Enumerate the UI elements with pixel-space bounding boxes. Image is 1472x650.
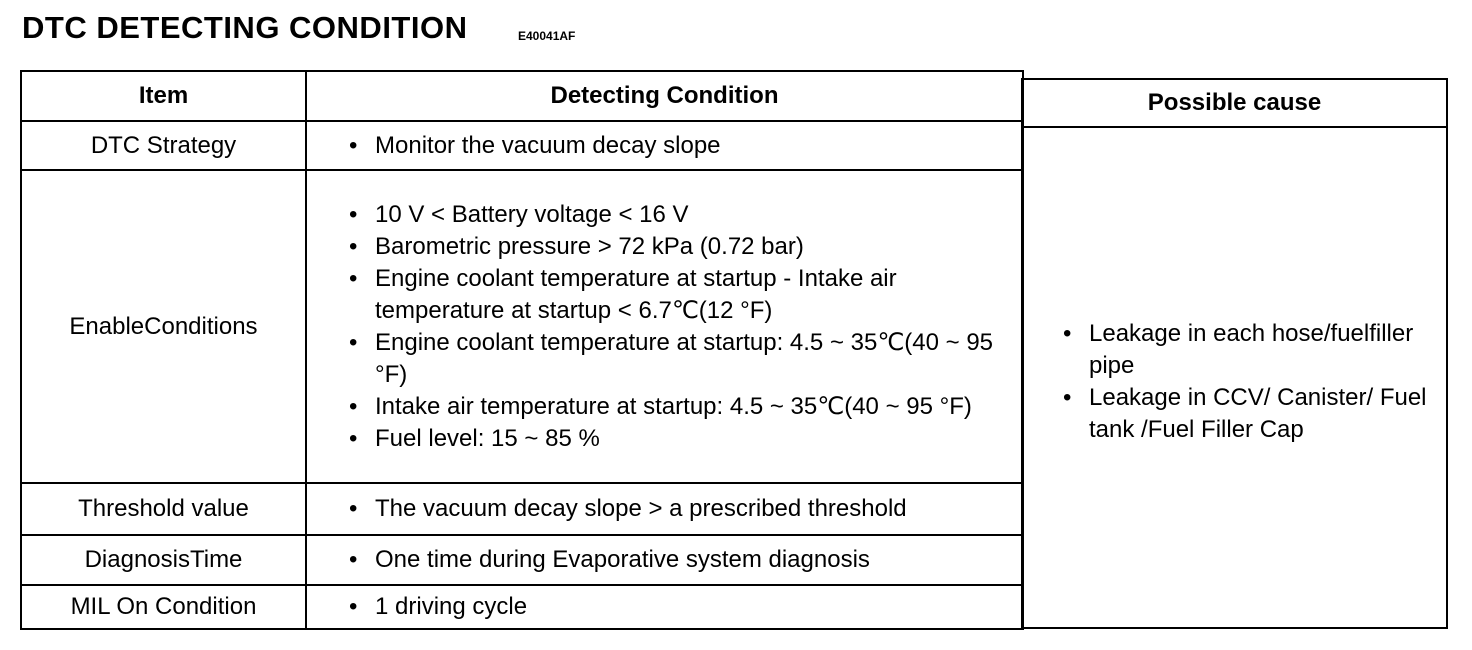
row-item-label: EnableConditions [21, 170, 306, 483]
row-condition [306, 585, 1023, 629]
condition-bullet: • Monitor the vacuum decay slope [347, 130, 1022, 162]
header-detecting-condition: Detecting Condition [306, 71, 1023, 121]
row-condition [306, 121, 1023, 170]
header-item: Item [21, 71, 306, 121]
cause-bullet: • Leakage in CCV/ Canister/ Fuel tank /Fuel Filler Cap [1061, 382, 1441, 446]
condition-bullet: • Intake air temperature at startup: 4.5 ~ 35℃(40 ~ 95 °F) [347, 391, 1022, 423]
table-row [21, 170, 1023, 483]
row-item-label: Threshold value [21, 483, 306, 535]
table-row [21, 121, 1023, 170]
condition-bullet: • Fuel level: 15 ~ 85 % [347, 423, 1022, 455]
header-possible-cause: Possible cause [1023, 80, 1446, 128]
condition-bullet: • 10 V < Battery voltage < 16 V [347, 199, 1022, 231]
table-row [21, 483, 1023, 535]
condition-bullet: • The vacuum decay slope > a prescribed threshold [347, 493, 1022, 525]
condition-bullet: • 1 driving cycle [347, 591, 1022, 623]
row-item-label: MIL On Condition [21, 585, 306, 629]
condition-bullet: • Barometric pressure > 72 kPa (0.72 bar) [347, 231, 1022, 263]
condition-bullet: • One time during Evaporative system diagnosis [347, 544, 1022, 576]
row-item-label: DiagnosisTime [21, 535, 306, 585]
detecting-condition-table [20, 70, 1024, 630]
condition-bullet: • Engine coolant temperature at startup: 4.5 ~ 35℃(40 ~ 95 °F) [347, 327, 1022, 391]
row-condition [306, 170, 1023, 483]
possible-cause-list [1061, 318, 1441, 446]
table-row [21, 535, 1023, 585]
possible-cause-column [1021, 78, 1448, 629]
table-header-row [21, 71, 1023, 121]
table-row [21, 585, 1023, 629]
row-item-label: DTC Strategy [21, 121, 306, 170]
document-code: E40041AF [518, 29, 576, 43]
cause-bullet: • Leakage in each hose/fuelfiller pipe [1061, 318, 1441, 382]
page-title: DTC DETECTING CONDITION [22, 10, 468, 45]
row-condition [306, 535, 1023, 585]
row-condition [306, 483, 1023, 535]
condition-bullet: • Engine coolant temperature at startup - Intake air temperature at startup < 6.7℃(12 °F) [347, 263, 1022, 327]
